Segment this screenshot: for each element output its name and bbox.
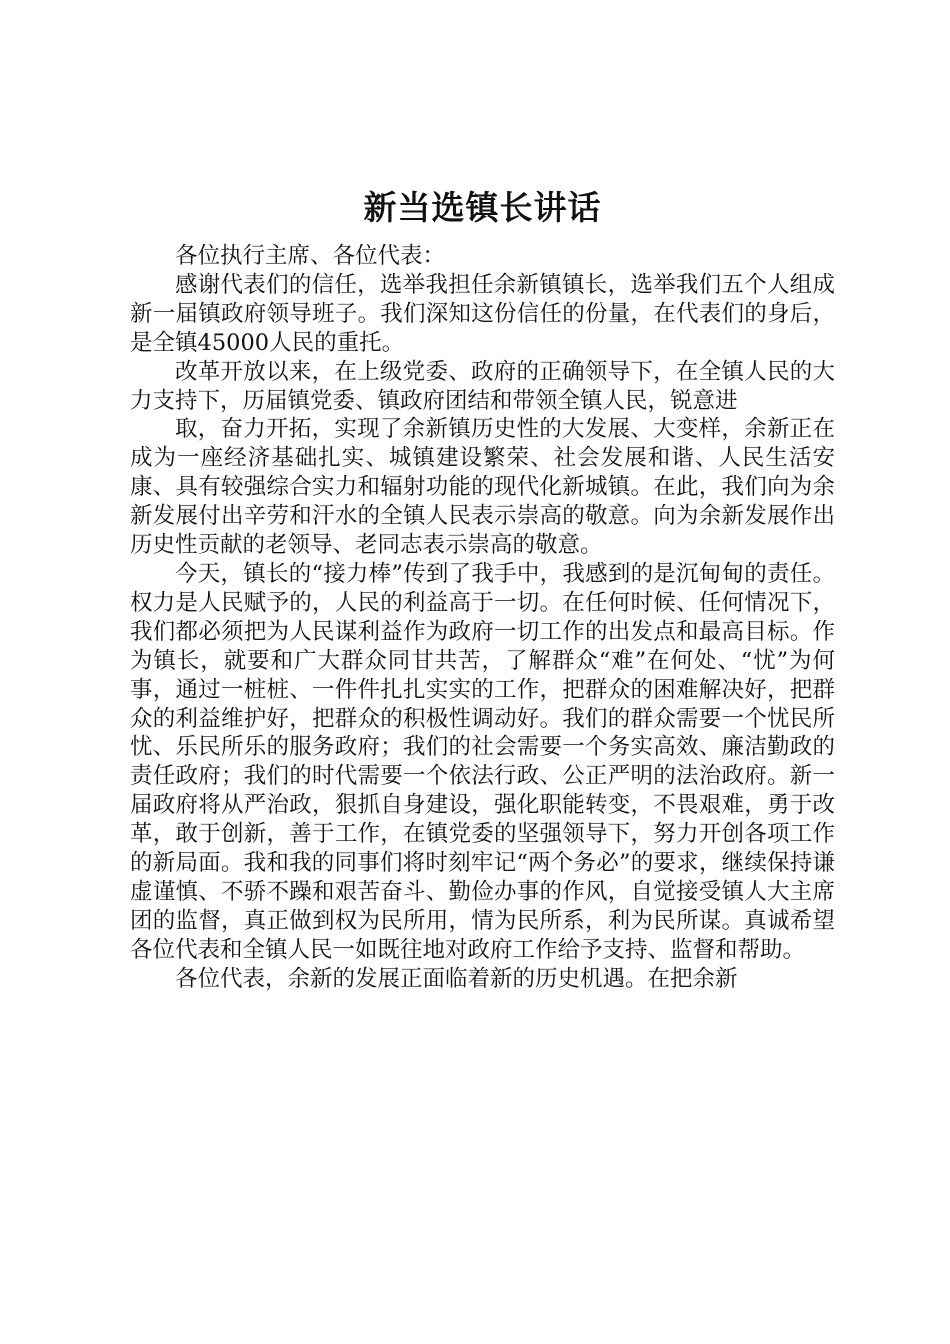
paragraph-achievements: 取，奋力开拓，实现了余新镇历史性的大发展、大变样，余新正在成为一座经济基础扎实、城镇建设繁荣、社会发展和谐、人民生活安康、具有较强综合实力和辐射功能的现代化新城镇。在此，我们向为余新发展付出辛劳和汗水的全镇人民表示崇高的敬意。向为余新发展作出历史性贡献的老领导、老同志表示崇高的敬意。 <box>130 416 835 559</box>
document-title: 新当选镇长讲话 <box>363 188 602 227</box>
paragraph-responsibility: 今天，镇长的“接力棒”传到了我手中，我感到的是沉甸甸的责任。权力是人民赋予的，人民的利益高于一切。在任何时候、任何情况下，我们都必须把为人民谋利益作为政府一切工作的出发点和最高目标。作为镇长，就要和广大群众同甘共苦，了解群众“难”在何处、“忧”为何事，通过一桩桩、一件件扎扎实实的工作，把群众的困难解决好，把群众的利益维护好，把群众的积极性调动好。我们的群众需要一个忧民所忧、乐民所乐的服务政府；我们的社会需要一个务实高效、廉洁勤政的责任政府；我们的时代需要一个依法行政、公正严明的法治政府。新一届政府将从严治政，狠抓自身建设，强化职能转变，不畏艰难，勇于改革，敢于创新，善于工作，在镇党委的坚强领导下，努力开创各项工作的新局面。我和我的同事们将时刻牢记“两个务必”的要求，继续保持谦虚谨慎、不骄不躁和艰苦奋斗、勤俭办事的作风，自觉接受镇人大主席团的监督，真正做到权为民所用，情为民所系，利为民所谋。真诚希望各位代表和全镇人民一如既往地对政府工作给予支持、监督和帮助。 <box>130 560 835 963</box>
paragraph-thanks: 感谢代表们的信任，选举我担任余新镇镇长，选举我们五个人组成新一届镇政府领导班子。我们深知这份信任的份量，在代表们的身后，是全镇45000人民的重托。 <box>130 271 835 356</box>
document-page <box>130 178 835 994</box>
paragraph-opportunity: 各位代表，余新的发展正面临着新的历史机遇。在把余新 <box>175 965 738 992</box>
paragraph-reform: 改革开放以来，在上级党委、政府的正确领导下，在全镇人民的大力支持下，历届镇党委、镇政府团结和带领全镇人民，锐意进 <box>130 358 835 414</box>
paragraph-salutation: 各位执行主席、各位代表： <box>175 243 446 269</box>
